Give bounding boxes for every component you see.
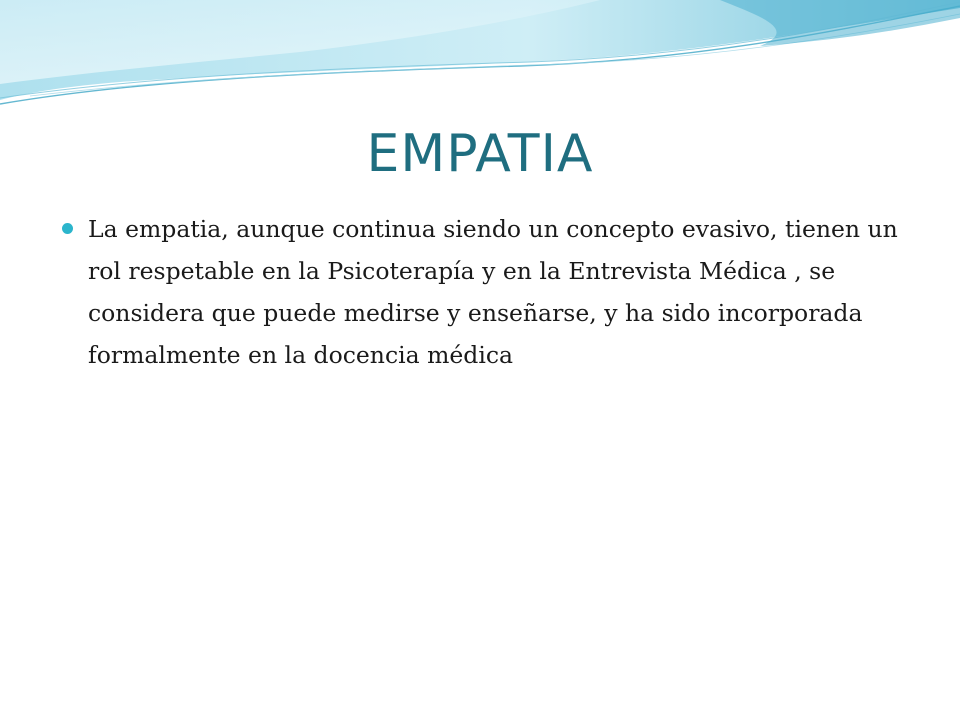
list-item (60, 208, 910, 376)
bullet-dot-icon (62, 223, 73, 234)
slide-title: EMPATIA (366, 124, 594, 184)
bullet-text: La empatia, aunque continua siendo un concepto evasivo, tienen un rol respetable en la Psicoterapía y en la Entrevista Médica , se considera que puede medirse y enseñarse, y ha sido incorporada formalmente en la docencia médica (88, 215, 898, 369)
header-wave-decoration (0, 0, 960, 120)
bullet-list (60, 208, 910, 376)
